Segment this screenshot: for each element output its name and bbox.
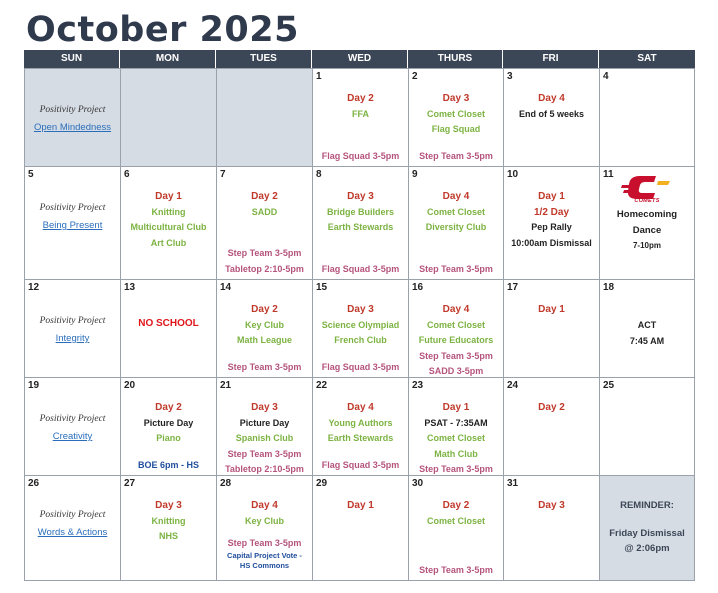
calendar-cell-day-30	[408, 475, 504, 581]
date-number: 5	[28, 169, 34, 180]
no-school-label: NO SCHOOL	[138, 318, 199, 329]
event-item: ACT	[637, 320, 657, 330]
event-item: Capital Project Vote -	[227, 551, 302, 560]
event-item: Flag Squad 3-5pm	[321, 459, 400, 470]
date-number: 18	[603, 282, 615, 293]
event-item: Key Club	[244, 319, 284, 330]
event-item: Step Team 3-5pm	[227, 248, 302, 258]
calendar-cell-day-16	[408, 279, 504, 378]
calendar-cell-day-5	[24, 166, 121, 280]
weekday-header-tues: TUES	[216, 50, 312, 68]
calendar-cell-empty	[120, 68, 217, 167]
positivity-project-label: Positivity Project	[39, 316, 106, 326]
positivity-link[interactable]: Open Mindedness	[33, 122, 112, 133]
event-item: Comet Closet	[426, 319, 485, 330]
weekday-header-mon: MON	[120, 50, 216, 68]
weekday-header-thurs: THURS	[408, 50, 503, 68]
day-rotation-label: Day 2	[251, 304, 278, 315]
calendar-cell-day-20	[120, 377, 217, 476]
calendar-cell-positivity	[24, 68, 121, 167]
event-item: Step Team 3-5pm	[419, 564, 493, 575]
event-item: Step Team 3-5pm	[227, 361, 302, 372]
calendar-cell-day-23	[408, 377, 504, 476]
event-item: PSAT - 7:35AM	[424, 417, 488, 428]
event-item: FFA	[352, 108, 369, 119]
weekday-header-fri: FRI	[503, 50, 599, 68]
day-rotation-label: Day 4	[347, 402, 374, 413]
calendar-cell-day-19	[24, 377, 121, 476]
event-item: Comet Closet	[426, 515, 485, 526]
calendar-cell-day-31	[503, 475, 600, 581]
date-number: 30	[412, 478, 424, 489]
date-number: 17	[507, 282, 519, 293]
date-number: 12	[28, 282, 40, 293]
positivity-project-label: Positivity Project	[39, 510, 106, 520]
date-number: 22	[316, 380, 328, 391]
calendar-cell-day-11	[599, 166, 695, 280]
calendar-cell-day-24	[503, 377, 600, 476]
calendar-cell-day-18	[599, 279, 695, 378]
event-item: Earth Stewards	[327, 222, 394, 232]
event-item: Step Team 3-5pm	[227, 537, 302, 548]
event-item: Science Olympiad	[321, 319, 400, 330]
calendar-cell-day-15	[312, 279, 409, 378]
event-item: Art Club	[150, 237, 187, 248]
event-item: Step Team 3-5pm	[227, 448, 302, 459]
event-item: Key Club	[244, 515, 284, 526]
date-number: 23	[412, 380, 424, 391]
date-number: 28	[220, 478, 232, 489]
event-item: End of 5 weeks	[518, 108, 585, 119]
event-item: Future Educators	[418, 335, 494, 345]
event-item: BOE 6pm - HS	[137, 459, 199, 470]
event-item: Earth Stewards	[327, 433, 394, 443]
event-item: Math League	[236, 335, 292, 345]
calendar-cell-day-3	[503, 68, 600, 167]
event-item: SADD 3-5pm	[428, 366, 484, 376]
event-item: Step Team 3-5pm	[419, 350, 493, 361]
day-rotation-label: Day 1	[538, 304, 565, 315]
day-rotation-label: Day 3	[347, 191, 374, 202]
day-rotation-label: Day 1	[155, 191, 182, 202]
date-number: 13	[124, 282, 136, 293]
calendar-cell-day-27	[120, 475, 217, 581]
event-item: Young Authors	[328, 417, 393, 428]
date-number: 21	[220, 380, 232, 391]
day-rotation-label: Day 1	[442, 402, 470, 413]
event-item: Comet Closet	[426, 433, 485, 443]
event-item: Multicultural Club	[130, 222, 207, 232]
calendar-cell-day-22	[312, 377, 409, 476]
event-item: SADD	[251, 206, 278, 217]
positivity-project-label: Positivity Project	[39, 414, 106, 424]
calendar-cell-day-2	[408, 68, 504, 167]
weekday-header-sun: SUN	[24, 50, 120, 68]
event-item: Step Team 3-5pm	[419, 150, 493, 161]
date-number: 15	[316, 282, 328, 293]
date-number: 26	[28, 478, 40, 489]
event-item: Homecoming	[616, 209, 678, 220]
date-number: 4	[603, 71, 609, 82]
date-number: 14	[220, 282, 232, 293]
day-rotation-label: Day 2	[538, 402, 565, 413]
calendar-cell-empty	[216, 68, 313, 167]
event-item: Dance	[632, 224, 662, 236]
date-number: 1	[316, 71, 322, 82]
date-number: 31	[507, 478, 519, 489]
day-rotation-label: Day 2	[251, 191, 278, 202]
event-item: Diversity Club	[425, 222, 487, 232]
event-item: Picture Day	[143, 417, 194, 428]
day-rotation-label: Day 4	[442, 304, 470, 315]
date-number: 20	[124, 380, 136, 391]
event-item: Comet Closet	[426, 206, 485, 217]
date-number: 19	[28, 380, 40, 391]
date-number: 10	[507, 169, 519, 180]
event-item: Knitting	[151, 206, 186, 217]
date-number: 25	[603, 380, 615, 391]
date-number: 24	[507, 380, 519, 391]
day-rotation-label: Day 2	[347, 93, 374, 104]
event-item: HS Commons	[239, 561, 290, 570]
day-rotation-label: Day 3	[442, 93, 470, 104]
reminder-label: REMINDER:	[620, 500, 674, 511]
date-number: 6	[124, 169, 130, 180]
day-rotation-label: Day 2	[442, 500, 470, 511]
calendar-cell-day-6	[120, 166, 217, 280]
event-item: Flag Squad 3-5pm	[321, 150, 400, 161]
event-item: Tabletop 2:10-5pm	[225, 263, 304, 274]
date-number: 7	[220, 169, 226, 180]
day-rotation-label: Day 4	[538, 93, 565, 104]
calendar-cell-day-26	[24, 475, 121, 581]
weekday-header-wed: WED	[312, 50, 408, 68]
calendar-cell-day-9	[408, 166, 504, 280]
event-item: Pep Rally	[531, 222, 572, 232]
event-item: NHS	[158, 531, 178, 541]
date-number: 27	[124, 478, 136, 489]
calendar-cell-day-12	[24, 279, 121, 378]
calendar-cell-day-4	[599, 68, 695, 167]
date-number: 8	[316, 169, 322, 180]
date-number: 2	[412, 71, 418, 82]
positivity-project-label: Positivity Project	[39, 203, 106, 213]
logo-text: COMETS	[634, 198, 660, 204]
day-rotation-label: Day 3	[251, 402, 278, 413]
event-item: Piano	[156, 433, 181, 443]
calendar-cell-day-8	[312, 166, 409, 280]
day-rotation-label: Day 1	[347, 500, 374, 511]
calendar-cell-day-21	[216, 377, 313, 476]
day-rotation-label: Day 3	[538, 500, 565, 511]
event-item: 10:00am Dismissal	[511, 237, 592, 248]
day-rotation-label: Day 4	[251, 500, 278, 511]
calendar-cell-day-25	[599, 377, 695, 476]
event-item: Comet Closet	[426, 108, 485, 119]
event-item: 7:45 AM	[629, 335, 665, 346]
reminder-text: @ 2:06pm	[624, 543, 670, 554]
calendar-cell-day-17	[503, 279, 600, 378]
event-item: Step Team 3-5pm	[419, 464, 493, 474]
date-number: 29	[316, 478, 328, 489]
event-item: Tabletop 2:10-5pm	[225, 464, 304, 474]
positivity-link[interactable]: Being Present	[42, 220, 103, 231]
event-item: French Club	[334, 335, 387, 345]
date-number: 9	[412, 169, 418, 180]
event-item: Bridge Builders	[326, 206, 394, 217]
calendar-cell-day-13	[120, 279, 217, 378]
event-item: 7-10pm	[632, 241, 661, 250]
day-rotation-label: Day 3	[155, 500, 182, 511]
event-item: 1/2 Day	[533, 206, 570, 218]
calendar-cell-day-14	[216, 279, 313, 378]
event-item: Math Club	[434, 448, 478, 459]
calendar-cell-day-29	[312, 475, 409, 581]
positivity-link[interactable]: Words & Actions	[37, 527, 108, 538]
day-rotation-label: Day 3	[347, 304, 374, 315]
date-number: 3	[507, 71, 513, 82]
calendar-grid	[24, 50, 695, 581]
calendar-cell-day-1	[312, 68, 409, 167]
reminder-cell	[599, 475, 695, 581]
positivity-link[interactable]: Integrity	[55, 333, 90, 344]
event-item: Spanish Club	[235, 433, 294, 443]
weekday-header-sat: SAT	[599, 50, 695, 68]
calendar-cell-day-28	[216, 475, 313, 581]
calendar-cell-day-10	[503, 166, 600, 280]
event-item: Flag Squad 3-5pm	[321, 361, 400, 372]
page-title: October 2025	[26, 10, 299, 50]
positivity-link[interactable]: Creativity	[52, 431, 93, 442]
event-item: Knitting	[151, 515, 186, 526]
event-item: Picture Day	[239, 417, 290, 428]
event-item: Flag Squad	[431, 124, 481, 134]
day-rotation-label: Day 4	[442, 191, 470, 202]
positivity-project-label: Positivity Project	[39, 105, 106, 115]
date-number: 16	[412, 282, 424, 293]
calendar-cell-day-7	[216, 166, 313, 280]
day-rotation-label: Day 2	[155, 402, 182, 413]
day-rotation-label: Day 1	[538, 191, 565, 202]
date-number: 11	[603, 169, 614, 180]
event-item: Flag Squad 3-5pm	[321, 263, 400, 274]
event-item: Step Team 3-5pm	[419, 263, 493, 274]
reminder-text: Friday Dismissal	[609, 527, 685, 539]
